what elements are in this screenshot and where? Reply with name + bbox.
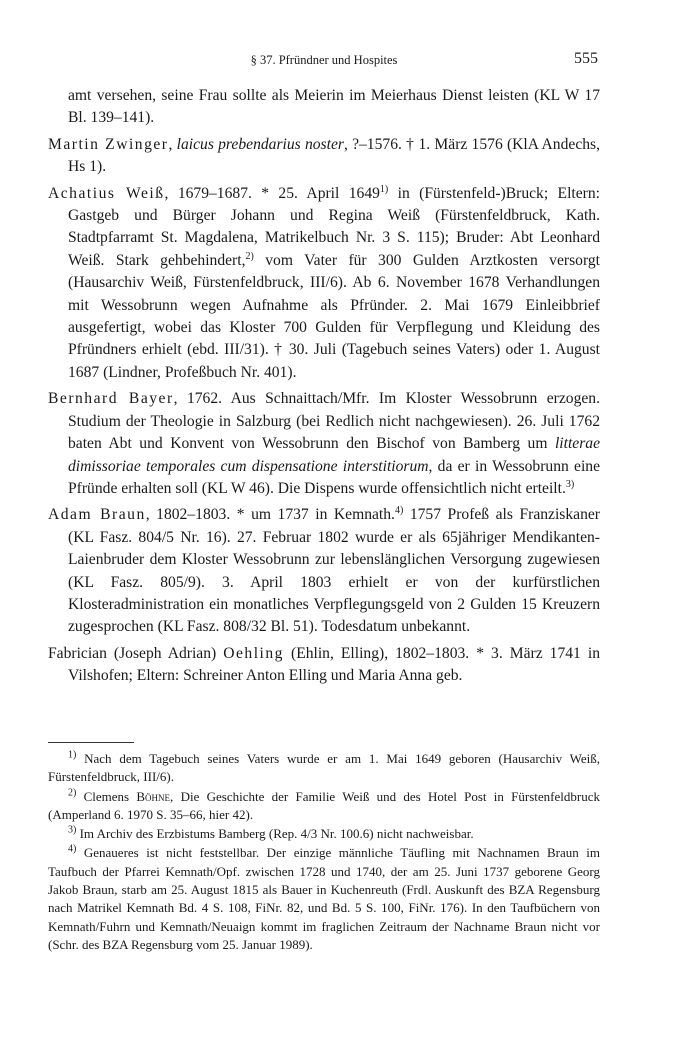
footnote (48, 825, 600, 843)
footnote-ref: 4) (394, 505, 404, 517)
footnote-ref: 3) (565, 478, 575, 490)
section-title: § 37. Pfründner und Hospites (250, 53, 398, 67)
entry-name: Martin Zwinger (48, 135, 169, 153)
footnote-marker: 1) (68, 749, 77, 761)
text-run: (Ehlin, Elling), 1802–1803. * 3. März 1741 in Vilshofen; Eltern: Schreiner Anton Elling und Maria Anna geb. (68, 644, 601, 685)
text-run: in (Fürstenfeld-)Bruck; Eltern: Gastgeb und Bürger Johann und Regina Weiß (Fürstenfeldbruck, Kath. Stadtpfarramt St. Magdalena, Matrikelbuch Nr. 3 S. 115); Bruder: Abt Leonhard Weiß. Stark gehbehindert, (68, 184, 600, 269)
running-header (50, 50, 598, 72)
text-run: , 1802–1803. * um 1737 in Kemnath. (145, 506, 395, 524)
entry-name-prefix: Fabrician (Joseph Adrian) (48, 644, 224, 662)
footnote-rule (48, 742, 134, 743)
register-entry (48, 183, 600, 385)
text-run: Clemens (76, 788, 137, 804)
text-run: , Die Geschichte der Familie Weiß und des Hotel Post in Fürstenfeldbruck (Amperland 6. 1970 S. 35–66, hier 42). (48, 788, 600, 822)
entry-name: Achatius Weiß (48, 184, 165, 202)
main-text (48, 85, 600, 692)
footnote-marker: 2) (68, 787, 77, 799)
entry-name: Oehling (223, 644, 284, 662)
text-run: , 1762. Aus Schnaittach/Mfr. Im Kloster Wessobrunn erzogen. Studium der Theologie in Salzburg (bei Redlich nicht nachgewiesen). 26. Juli 1762 baten Abt und Konvent von Wessobrunn den Bischof von Bamberg um (68, 390, 600, 453)
text-run: Nach dem Tagebuch seines Vaters wurde er am 1. Mai 1649 geboren (Hausarchiv Weiß, Fürstenfeldbruck, III/6). (48, 751, 600, 785)
text-run: , ?–1576. † 1. März 1576 (KlA Andechs, Hs 1). (68, 135, 601, 176)
footnote (48, 844, 600, 954)
footnote-list (48, 750, 600, 955)
entry-name: Adam Braun (48, 506, 146, 524)
footnote-ref: 2) (245, 250, 254, 262)
page-number: 555 (574, 50, 598, 67)
register-entry (48, 643, 600, 688)
text-run: Im Archiv des Erzbistums Bamberg (Rep. 4/3 Nr. 100.6) nicht nachweisbar. (76, 826, 474, 842)
register-entry (48, 134, 600, 179)
footnote-marker: 4) (68, 844, 77, 856)
italic-text: laicus prebendarius noster (176, 135, 344, 153)
text-run: Genaueres ist nicht feststellbar. Der einzige männliche Täufling mit Nachnamen Braun im Taufbuch der Pfarrei Kemnath/Opf. zwischen 1728 und 1740, der am 25. Juni 1737 geborene Georg Jakob Braun, starb am 25. August 1815 als Bauer in Kuchenreuth (Frdl. Auskunft des BZA Regensburg nach Matrikel Kemnath Bd. 4 S. 108, FiNr. 82, und Bd. 5 S. 100, FiNr. 176). In den Taufbüchern von Kemnath/Fuhrn und Kemnath/Neuaign kommt im fraglichen Zeitraum der Nachname Braun nicht vor (Schr. des BZA Regensburg vom 25. Januar 1989). (48, 845, 600, 952)
register-entry (48, 504, 600, 638)
footnote (48, 750, 600, 787)
italic-text: litterae dimissoriae temporales cum dispensatione interstitiorum (68, 435, 600, 475)
entry-list (48, 134, 600, 688)
text-run: vom Vater für 300 Gulden Arztkosten versorgt (Hausarchiv Weiß, Fürstenfeldbruck, III/6). Ab 6. November 1678 Verhandlungen mit Wessobrunn wegen Aufnahme als Pfründer. 2. Mai 1679 Einleibbrief ausgefertigt, wobei das Kloster 700 Gulden für Verpflegung und Kleidung des Pfründners erhielt (ebd. III/31). † 30. Juli (Tagebuch seines Vaters) oder 1. August 1687 (Lindner, Profeßbuch Nr. 401). (68, 251, 600, 381)
footnote (48, 788, 600, 825)
footnote-marker: 3) (68, 824, 77, 836)
footnote-ref: 1) (379, 183, 389, 195)
entry-name: Bernhard Bayer (48, 390, 174, 408)
small-caps-text: Böhne (136, 788, 171, 804)
register-entry (48, 388, 600, 500)
continuation-paragraph: amt versehen, seine Frau sollte als Meierin im Meierhaus Dienst leisten (KL W 17 Bl. 139–141). (68, 87, 600, 127)
text-run: , da er in Wessobrunn eine Pfründe erhalten soll (KL W 46). Die Dispens wurde offensichtlich nicht erteilt. (68, 457, 600, 497)
text-run: 1757 Profeß als Franziskaner (KL Fasz. 804/5 Nr. 16). 27. Februar 1802 wurde er als 65jähriger Mendikanten-Laienbruder dem Kloster Wessobrunn zur lebenslänglichen Versorgung zugewiesen (KL Fasz. 805/9). 3. April 1803 erhielt er von der kurfürstlichen Klosteradministration ein monatliches Verpflegungsgeld von 2 Gulden 15 Kreuzern zugesprochen (KL Fasz. 808/32 Bl. 51). Todesdatum unbekannt. (68, 506, 600, 636)
text-run: , (168, 135, 177, 153)
text-run: , 1679–1687. * 25. April 1649 (164, 184, 380, 202)
